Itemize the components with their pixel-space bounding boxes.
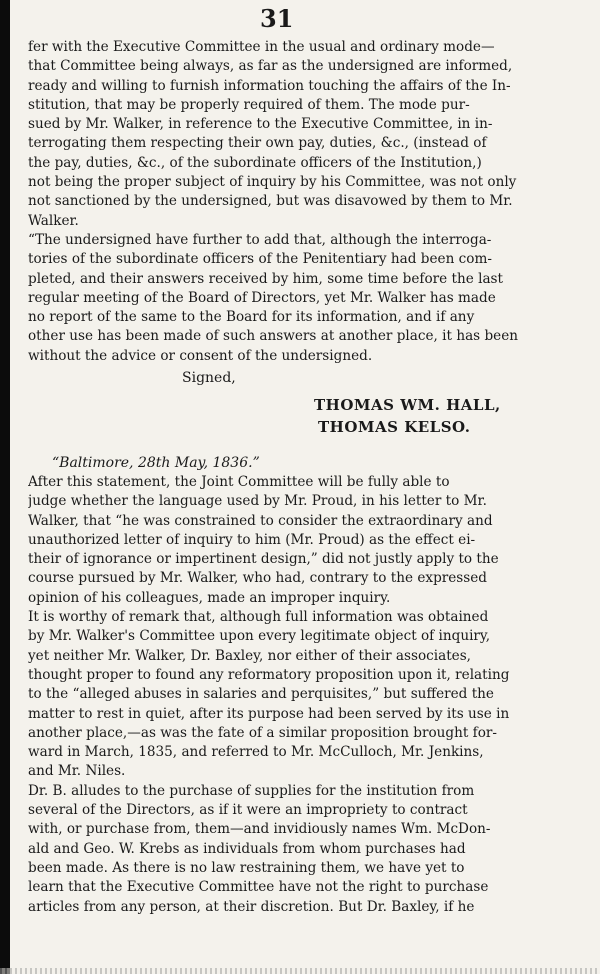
text-line: sued by Mr. Walker, in reference to the Executive Committee, in in-: [28, 116, 493, 133]
text-line: ward in March, 1835, and referred to Mr. McCulloch, Mr. Jenkins,: [28, 744, 484, 761]
text-line: Dr. B. alludes to the purchase of supplies for the institution from: [28, 782, 475, 799]
signed-label: Signed,: [182, 370, 236, 386]
document-page: [28, 0, 576, 974]
text-line: Walker.: [28, 212, 79, 229]
text-line: thought proper to found any reformatory proposition upon it, relating: [28, 666, 510, 683]
binding-edge: [0, 0, 10, 974]
text-line: matter to rest in quiet, after its purpose had been served by its use in: [28, 705, 510, 722]
text-line: It is worthy of remark that, although full information was obtained: [28, 609, 489, 626]
signatory-name: THOMAS WM. HALL,: [314, 396, 501, 414]
signatory-name: THOMAS KELSO.: [318, 418, 471, 436]
text-line: to the “alleged abuses in salaries and perquisites,” but suffered the: [28, 686, 494, 703]
text-line: that Committee being always, as far as the undersigned are informed,: [28, 58, 513, 75]
text-line: the pay, duties, &c., of the subordinate officers of the Institution,): [28, 154, 482, 171]
text-line: and Mr. Niles.: [28, 763, 126, 780]
text-line: regular meeting of the Board of Directors, yet Mr. Walker has made: [28, 289, 496, 306]
paragraph-joint-committee: [28, 473, 570, 917]
text-line: tories of the subordinate officers of the Penitentiary had been com-: [28, 251, 492, 268]
text-line: pleted, and their answers received by him, some time before the last: [28, 270, 503, 287]
text-line: not being the proper subject of inquiry by his Committee, was not only: [28, 174, 517, 191]
text-line: ald and Geo. W. Krebs as individuals from whom purchases had: [28, 840, 466, 857]
page-number: 31: [260, 4, 294, 33]
text-line: learn that the Executive Committee have not the right to purchase: [28, 879, 489, 896]
text-line: yet neither Mr. Walker, Dr. Baxley, nor either of their associates,: [28, 647, 471, 664]
text-line: terrogating them respecting their own pay, duties, &c., (instead of: [28, 135, 487, 152]
text-line: “The undersigned have further to add that, although the interroga-: [28, 231, 492, 248]
text-line: Walker, that “he was constrained to consider the extraordinary and: [28, 512, 493, 529]
dateline: “Baltimore, 28th May, 1836.”: [52, 455, 260, 471]
text-line: other use has been made of such answers at another place, it has been: [28, 328, 519, 345]
text-line: their of ignorance or impertinent design,” did not justly apply to the: [28, 551, 499, 568]
text-line: ready and willing to furnish information touching the affairs of the In-: [28, 77, 511, 94]
text-line: fer with the Executive Committee in the usual and ordinary mode—: [28, 39, 495, 55]
text-line: no report of the same to the Board for its information, and if any: [28, 309, 475, 326]
text-line: course pursued by Mr. Walker, who had, contrary to the expressed: [28, 570, 488, 587]
text-line: another place,—as was the fate of a similar proposition brought for-: [28, 724, 497, 741]
paragraph-committee-statement: [28, 38, 570, 366]
text-line: several of the Directors, as if it were an impropriety to contract: [28, 802, 468, 819]
text-line: unauthorized letter of inquiry to him (Mr. Proud) as the effect ei-: [28, 531, 476, 548]
scan-edge: [0, 968, 600, 974]
text-line: without the advice or consent of the undersigned.: [28, 347, 373, 364]
text-line: After this statement, the Joint Committee will be fully able to: [28, 474, 450, 490]
text-line: been made. As there is no law restraining them, we have yet to: [28, 859, 465, 876]
text-line: not sanctioned by the undersigned, but was disavowed by them to Mr.: [28, 193, 513, 210]
text-line: articles from any person, at their discretion. But Dr. Baxley, if he: [28, 898, 475, 915]
text-line: opinion of his colleagues, made an improper inquiry.: [28, 589, 391, 606]
text-line: with, or purchase from, them—and invidiously names Wm. McDon-: [28, 821, 491, 838]
text-line: by Mr. Walker's Committee upon every legitimate object of inquiry,: [28, 628, 491, 645]
text-line: stitution, that may be properly required of them. The mode pur-: [28, 96, 470, 113]
text-line: judge whether the language used by Mr. Proud, in his letter to Mr.: [28, 493, 487, 510]
